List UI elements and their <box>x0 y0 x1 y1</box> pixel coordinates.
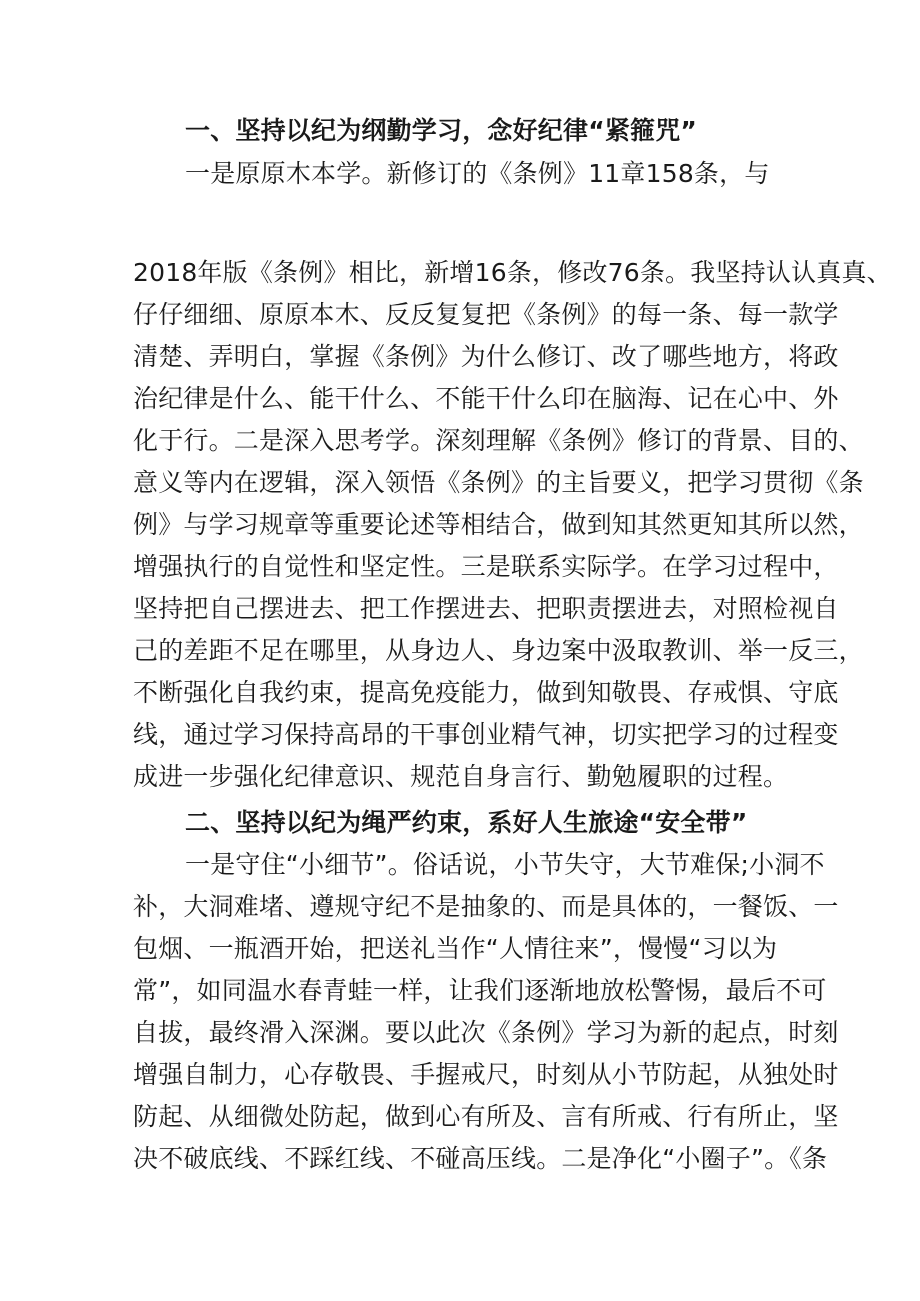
section1-line-3: 仔仔细细、原原本木、反反复复把《条例》的每一条、每一款学 <box>133 300 839 329</box>
section1-line-11: 己的差距不足在哪里，从身边人、身边案中汲取教训、举一反三， <box>133 636 864 665</box>
section2-heading: 二、坚持以纪为绳严约束，系好人生旅途“安全带” <box>185 808 748 837</box>
section1-line-8: 例》与学习规章等重要论述等相结合，做到知其然更知其所以然， <box>133 510 864 539</box>
section1-line-7: 意义等内在逻辑，深入领悟《条例》的主旨要义，把学习贯彻《条 <box>133 468 864 497</box>
section1-line-13: 线，通过学习保持高昂的干事创业精气神，切实把学习的过程变 <box>133 720 839 749</box>
section1-line-10: 坚持把自己摆进去、把工作摆进去、把职责摆进去，对照检视自 <box>133 594 839 623</box>
section1-heading: 一、坚持以纪为纲勤学习，念好纪律“紧箍咒” <box>185 116 698 145</box>
section1-line-2: 2018年版《条例》相比，新增16条，修改76条。我坚持认认真真、 <box>133 258 892 287</box>
section2-line-5: 自拔，最终滑入深渊。要以此次《条例》学习为新的起点，时刻 <box>133 1018 839 1047</box>
section1-line-1: 一是原原木本学。新修订的《条例》11章158条，与 <box>185 159 770 188</box>
section1-line-6: 化于行。二是深入思考学。深刻理解《条例》修订的背景、目的、 <box>133 426 864 455</box>
section2-line-7: 防起、从细微处防起，做到心有所及、言有所戒、行有所止，坚 <box>133 1102 839 1131</box>
section2-line-1: 一是守住“小细节”。俗话说，小节失守，大节难保;小洞不 <box>185 850 825 879</box>
section1-line-4: 清楚、弄明白，掌握《条例》为什么修订、改了哪些地方，将政 <box>133 342 839 371</box>
section1-line-9: 增强执行的自觉性和坚定性。三是联系实际学。在学习过程中， <box>133 552 839 581</box>
section2-line-4: 常”，如同温水春青蛙一样，让我们逐渐地放松警惕，最后不可 <box>133 976 827 1005</box>
section2-line-6: 增强自制力，心存敬畏、手握戒尺，时刻从小节防起，从独处时 <box>133 1060 839 1089</box>
section1-line-5: 治纪律是什么、能干什么、不能干什么印在脑海、记在心中、外 <box>133 384 839 413</box>
section1-line-12: 不断强化自我约束，提高免疫能力，做到知敬畏、存戒惧、守底 <box>133 678 839 707</box>
section2-line-8: 决不破底线、不踩红线、不碰高压线。二是净化“小圈子”。《条 <box>133 1144 828 1173</box>
section1-line-14: 成进一步强化纪律意识、规范自身言行、勤勉履职的过程。 <box>133 762 789 791</box>
section2-line-2: 补，大洞难堵、遵规守纪不是抽象的、而是具体的，一餐饭、一 <box>133 892 839 921</box>
section2-line-3: 包烟、一瓶酒开始，把送礼当作“人情往来”，慢慢“习以为 <box>133 934 778 963</box>
